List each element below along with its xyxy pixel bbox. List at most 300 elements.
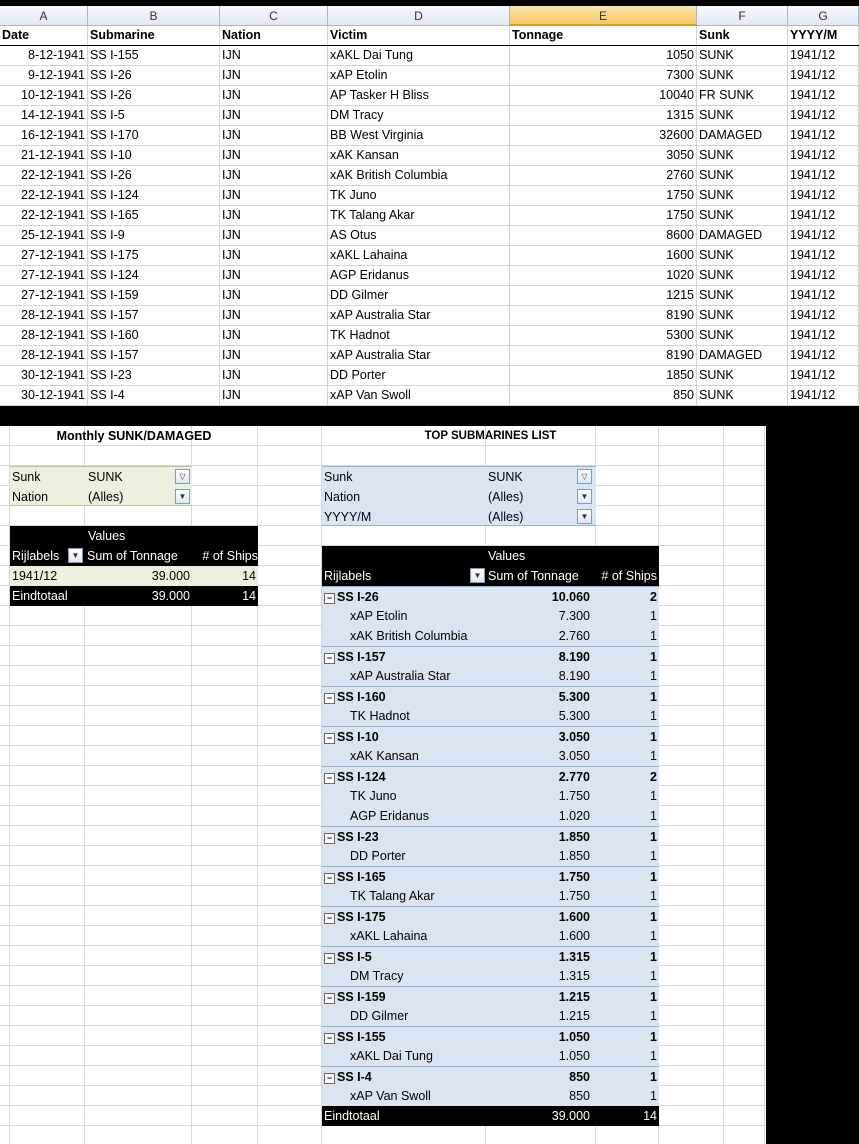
pivot2-row-sum: 5.300 [558, 690, 590, 704]
pivot2-filter-label: YYYY/M [324, 510, 372, 524]
cell-tonnage[interactable]: 1750 [510, 186, 697, 205]
cell-date[interactable]: 22-12-1941 [0, 186, 88, 205]
pivot2-total-sum: 39.000 [551, 1109, 590, 1123]
pivot1-row[interactable] [10, 566, 258, 586]
cell-sunk[interactable]: SUNK [697, 46, 788, 65]
table-row [0, 286, 859, 306]
table-row [0, 266, 859, 286]
pivot2-row-sum: 1.750 [558, 889, 590, 903]
cell-date[interactable]: 25-12-1941 [0, 226, 88, 245]
cell-nation[interactable]: IJN [220, 186, 328, 205]
pivot2-row-label [324, 867, 474, 887]
collapse-minus-icon[interactable]: − [324, 833, 335, 844]
cell-nation[interactable]: IJN [220, 266, 328, 285]
pivot2-filter-value[interactable]: SUNK [488, 470, 523, 484]
pivot2-row-text: xAP Australia Star [350, 669, 451, 683]
pivot2-item-row[interactable] [322, 1086, 659, 1106]
dropdown-arrow-icon[interactable]: ▼ [470, 568, 485, 583]
pivot2-item-row[interactable] [322, 1046, 659, 1066]
pivot1-row-labels: Rijlabels [12, 549, 60, 563]
pivot1-filter-area [10, 466, 192, 506]
cell-victim[interactable]: xAP Australia Star [328, 346, 510, 365]
cell-victim[interactable]: TK Juno [328, 186, 510, 205]
cell-nation[interactable]: IJN [220, 166, 328, 185]
cell-victim[interactable]: xAKL Dai Tung [328, 46, 510, 65]
pivot2-row-text: TK Hadnot [350, 709, 410, 723]
cell-sub[interactable]: SS I-157 [88, 346, 220, 365]
cell-sunk[interactable]: SUNK [697, 326, 788, 345]
dropdown-arrow-icon[interactable]: ▼ [68, 548, 83, 563]
cell-victim[interactable]: TK Talang Akar [328, 206, 510, 225]
cell-sunk[interactable]: SUNK [697, 186, 788, 205]
pivot2-row-labels: Rijlabels [324, 569, 372, 583]
pivot2-row-sum: 7.300 [558, 609, 590, 623]
cell-period[interactable]: 1941/12 [788, 46, 859, 65]
cell-period[interactable]: 1941/12 [788, 266, 859, 285]
pivot1-title: Monthly SUNK/DAMAGED [56, 429, 212, 443]
pivot1-filter-value[interactable]: SUNK [88, 470, 123, 484]
pivot2-item-row[interactable] [322, 626, 659, 646]
pivot2-row-label [324, 587, 474, 607]
cell-nation[interactable]: IJN [220, 326, 328, 345]
cell-sunk[interactable]: SUNK [697, 206, 788, 225]
pivot2-row-label [324, 767, 474, 787]
pivot2-row-label [350, 666, 500, 686]
cell-victim[interactable]: TK Hadnot [328, 326, 510, 345]
cell-date[interactable]: 30-12-1941 [0, 366, 88, 385]
cell-sunk[interactable]: SUNK [697, 266, 788, 285]
pivot2-row-count: 1 [650, 870, 657, 884]
cell-period[interactable]: 1941/12 [788, 226, 859, 245]
pivot2-item-row[interactable] [322, 806, 659, 826]
cell-date[interactable]: 30-12-1941 [0, 386, 88, 405]
header-victim[interactable]: Victim [328, 26, 510, 45]
pivot2-row-label [350, 786, 500, 806]
pivot2-row-sum: 3.050 [558, 749, 590, 763]
pivot1-filter-value[interactable]: (Alles) [88, 490, 124, 504]
dropdown-arrow-icon[interactable]: ▼ [577, 509, 592, 524]
collapse-minus-icon[interactable]: − [324, 993, 335, 1004]
pivot2-row-label [350, 966, 500, 986]
pivot2-header [322, 546, 659, 586]
pivot2-filter-value[interactable]: (Alles) [488, 490, 524, 504]
cell-date[interactable]: 14-12-1941 [0, 106, 88, 125]
cell-sub[interactable]: SS I-157 [88, 306, 220, 325]
pivot2-row-text: SS I-159 [337, 990, 386, 1004]
cell-date[interactable]: 27-12-1941 [0, 286, 88, 305]
cell-tonnage[interactable]: 1750 [510, 206, 697, 225]
collapse-minus-icon[interactable]: − [324, 653, 335, 664]
cell-sub[interactable]: SS I-10 [88, 146, 220, 165]
cell-victim[interactable]: AS Otus [328, 226, 510, 245]
collapse-minus-icon[interactable]: − [324, 873, 335, 884]
dropdown-arrow-icon[interactable]: ▼ [175, 489, 190, 504]
cell-victim[interactable]: xAKL Lahaina [328, 246, 510, 265]
table-row [0, 326, 859, 346]
cell-date[interactable]: 21-12-1941 [0, 146, 88, 165]
cell-period[interactable]: 1941/12 [788, 246, 859, 265]
pivot2-row-text: SS I-10 [337, 730, 379, 744]
pivot2-group-row[interactable] [322, 726, 659, 746]
cell-victim[interactable]: xAP Australia Star [328, 306, 510, 325]
pivot2-row-sum: 8.190 [558, 669, 590, 683]
pivot2-item-row[interactable] [322, 746, 659, 766]
cell-period[interactable]: 1941/12 [788, 186, 859, 205]
cell-sub[interactable]: SS I-23 [88, 366, 220, 385]
cell-victim[interactable]: xAP Etolin [328, 66, 510, 85]
cell-victim[interactable]: AP Tasker H Bliss [328, 86, 510, 105]
table-row [0, 246, 859, 266]
cell-sunk[interactable]: SUNK [697, 66, 788, 85]
cell-sunk[interactable]: DAMAGED [697, 126, 788, 145]
cell-sub[interactable]: SS I-124 [88, 186, 220, 205]
cell-victim[interactable]: xAK British Columbia [328, 166, 510, 185]
cell-period[interactable]: 1941/12 [788, 306, 859, 325]
pivot2-row-text: SS I-124 [337, 770, 386, 784]
pivot2-item-row[interactable] [322, 926, 659, 946]
pivot2-col-count: # of Ships [601, 569, 657, 583]
cell-period[interactable]: 1941/12 [788, 346, 859, 365]
header-tonnage[interactable]: Tonnage [510, 26, 697, 45]
pivot2-row-label [350, 806, 500, 826]
pivot1-total-count: 14 [242, 589, 256, 603]
pivot2-row-text: DD Porter [350, 849, 406, 863]
cell-sunk[interactable]: DAMAGED [697, 346, 788, 365]
pivot2-row-text: TK Talang Akar [350, 889, 435, 903]
cell-nation[interactable]: IJN [220, 146, 328, 165]
cell-sub[interactable]: SS I-26 [88, 86, 220, 105]
cell-date[interactable]: 10-12-1941 [0, 86, 88, 105]
header-period[interactable]: YYYY/M [788, 26, 859, 45]
pivot2-group-row[interactable] [322, 826, 659, 846]
cell-tonnage[interactable]: 5300 [510, 326, 697, 345]
pivot2-row-sum: 1.750 [558, 789, 590, 803]
collapse-minus-icon[interactable]: − [324, 953, 335, 964]
pivot2-row-count: 1 [650, 969, 657, 983]
pivot2-row-count: 1 [650, 650, 657, 664]
pivot2-group-row[interactable] [322, 686, 659, 706]
cell-sub[interactable]: SS I-165 [88, 206, 220, 225]
cell-tonnage[interactable]: 8190 [510, 346, 697, 365]
pivot2-row-sum: 1.050 [558, 1049, 590, 1063]
column-header-bar [0, 0, 859, 26]
collapse-minus-icon[interactable]: − [324, 693, 335, 704]
pivot2-row-sum: 1.850 [558, 830, 590, 844]
cell-nation[interactable]: IJN [220, 346, 328, 365]
column-header-b[interactable]: B [88, 6, 220, 26]
cell-sub[interactable]: SS I-5 [88, 106, 220, 125]
cell-nation[interactable]: IJN [220, 246, 328, 265]
cell-nation[interactable]: IJN [220, 286, 328, 305]
cell-tonnage[interactable]: 1315 [510, 106, 697, 125]
cell-date[interactable]: 22-12-1941 [0, 166, 88, 185]
pivot2-row-sum: 1.600 [558, 929, 590, 943]
pivot2-row-label [350, 606, 500, 626]
pivot2-row-label [324, 1027, 474, 1047]
cell-date[interactable]: 27-12-1941 [0, 266, 88, 285]
pivot2-item-row[interactable] [322, 706, 659, 726]
cell-nation[interactable]: IJN [220, 66, 328, 85]
cell-nation[interactable]: IJN [220, 306, 328, 325]
cell-tonnage[interactable]: 1020 [510, 266, 697, 285]
pivot2-filter-area [322, 466, 596, 526]
cell-tonnage[interactable]: 1215 [510, 286, 697, 305]
cell-sub[interactable]: SS I-170 [88, 126, 220, 145]
cell-sunk[interactable]: SUNK [697, 246, 788, 265]
cell-victim[interactable]: xAP Van Swoll [328, 386, 510, 405]
pivot2-row-text: TK Juno [350, 789, 397, 803]
cell-sub[interactable]: SS I-26 [88, 166, 220, 185]
pivot2-row-count: 1 [650, 910, 657, 924]
pivot2-row-text: xAK Kansan [350, 749, 419, 763]
cell-nation[interactable]: IJN [220, 46, 328, 65]
pivot2-row-sum: 1.215 [558, 1009, 590, 1023]
pivot2-item-row[interactable] [322, 886, 659, 906]
filter-funnel-icon[interactable]: ▽ [175, 469, 190, 484]
pivot2-row-sum: 850 [569, 1089, 590, 1103]
pivot2-group-row[interactable] [322, 766, 659, 786]
pivot2-row-text: xAKL Lahaina [350, 929, 428, 943]
pivot2-row-text: SS I-4 [337, 1070, 372, 1084]
pivot2-group-row[interactable] [322, 1026, 659, 1046]
cell-sub[interactable]: SS I-155 [88, 46, 220, 65]
pivot2-row-sum: 3.050 [558, 730, 590, 744]
cell-period[interactable]: 1941/12 [788, 206, 859, 225]
pivot2-row-label [324, 987, 474, 1007]
cell-tonnage[interactable]: 8600 [510, 226, 697, 245]
cell-sunk[interactable]: SUNK [697, 386, 788, 405]
header-date[interactable]: Date [0, 26, 88, 45]
table-row [0, 106, 859, 126]
column-header-a[interactable]: A [0, 6, 88, 26]
cell-sunk[interactable]: DAMAGED [697, 226, 788, 245]
pivot1-row-count: 14 [242, 569, 256, 583]
pivot2-row-text: SS I-165 [337, 870, 386, 884]
cell-tonnage[interactable]: 2760 [510, 166, 697, 185]
pivot2-row-sum: 1.850 [558, 849, 590, 863]
cell-period[interactable]: 1941/12 [788, 66, 859, 85]
column-header-c[interactable]: C [220, 6, 328, 26]
pivot2-row-count: 1 [650, 1009, 657, 1023]
pivot1-total-label: Eindtotaal [12, 589, 68, 603]
pivot2-row-count: 1 [650, 690, 657, 704]
cell-sub[interactable]: SS I-26 [88, 66, 220, 85]
cell-tonnage[interactable]: 8190 [510, 306, 697, 325]
cell-sunk[interactable]: FR SUNK [697, 86, 788, 105]
filter-funnel-icon[interactable]: ▽ [577, 469, 592, 484]
pivot2-row-count: 1 [650, 1049, 657, 1063]
cell-tonnage[interactable]: 3050 [510, 146, 697, 165]
cell-period[interactable]: 1941/12 [788, 86, 859, 105]
cell-nation[interactable]: IJN [220, 386, 328, 405]
pivot2-row-label [324, 687, 474, 707]
cell-nation[interactable]: IJN [220, 366, 328, 385]
pivot2-item-row[interactable] [322, 666, 659, 686]
cell-tonnage[interactable]: 1050 [510, 46, 697, 65]
cell-date[interactable]: 9-12-1941 [0, 66, 88, 85]
table-row [0, 206, 859, 226]
table-row [0, 166, 859, 186]
cell-sub[interactable]: SS I-124 [88, 266, 220, 285]
pivot2-row-sum: 1.750 [558, 870, 590, 884]
pivot2-group-row[interactable] [322, 946, 659, 966]
cell-sunk[interactable]: SUNK [697, 146, 788, 165]
column-header-e[interactable]: E [510, 6, 697, 26]
cell-tonnage[interactable]: 10040 [510, 86, 697, 105]
cell-period[interactable]: 1941/12 [788, 366, 859, 385]
cell-period[interactable]: 1941/12 [788, 166, 859, 185]
pivot1-total-sum: 39.000 [151, 589, 190, 603]
pivot2-row-count: 2 [650, 770, 657, 784]
cell-date[interactable]: 28-12-1941 [0, 346, 88, 365]
pivot2-row-sum: 2.760 [558, 629, 590, 643]
pivot2-row-label [324, 907, 474, 927]
pivot2-row-count: 1 [650, 709, 657, 723]
pivot2-row-sum: 1.315 [558, 969, 590, 983]
pivot2-row-text: SS I-23 [337, 830, 379, 844]
pivot2-row-text: SS I-175 [337, 910, 386, 924]
cell-tonnage[interactable]: 1600 [510, 246, 697, 265]
column-header-d[interactable]: D [328, 6, 510, 26]
pivot2-row-text: xAP Van Swoll [350, 1089, 431, 1103]
cell-date[interactable]: 8-12-1941 [0, 46, 88, 65]
collapse-minus-icon[interactable]: − [324, 733, 335, 744]
cell-date[interactable]: 22-12-1941 [0, 206, 88, 225]
cell-tonnage[interactable]: 32600 [510, 126, 697, 145]
pivot2-row-count: 1 [650, 1089, 657, 1103]
cell-sunk[interactable]: SUNK [697, 106, 788, 125]
cell-date[interactable]: 28-12-1941 [0, 326, 88, 345]
table-row [0, 306, 859, 326]
pivot2-row-count: 1 [650, 789, 657, 803]
cell-victim[interactable]: DD Porter [328, 366, 510, 385]
cell-sub[interactable]: SS I-160 [88, 326, 220, 345]
cell-victim[interactable]: DM Tracy [328, 106, 510, 125]
cell-date[interactable]: 28-12-1941 [0, 306, 88, 325]
pivot1-filter-label: Nation [12, 490, 49, 504]
pivot2-row-count: 1 [650, 669, 657, 683]
pivot2-item-row[interactable] [322, 1006, 659, 1026]
cell-period[interactable]: 1941/12 [788, 106, 859, 125]
pivot1-col-count: # of Ships [202, 549, 258, 563]
column-header-g[interactable]: G [788, 6, 859, 26]
cell-victim[interactable]: BB West Virginia [328, 126, 510, 145]
pivot2-row-text: SS I-155 [337, 1030, 386, 1044]
pivot2-item-row[interactable] [322, 606, 659, 626]
cell-nation[interactable]: IJN [220, 226, 328, 245]
pivot2-row-sum: 8.190 [558, 650, 590, 664]
pivot2-row-sum: 2.770 [558, 770, 590, 784]
pivot2-row-label [324, 1067, 474, 1087]
cell-sub[interactable]: SS I-4 [88, 386, 220, 405]
dropdown-arrow-icon[interactable]: ▼ [577, 489, 592, 504]
pivot2-total-row [322, 1106, 659, 1126]
cell-victim[interactable]: DD Gilmer [328, 286, 510, 305]
cell-nation[interactable]: IJN [220, 106, 328, 125]
cell-period[interactable]: 1941/12 [788, 326, 859, 345]
cell-period[interactable]: 1941/12 [788, 146, 859, 165]
table-row [0, 226, 859, 246]
pivot2-group-row[interactable] [322, 906, 659, 926]
pivot2-item-row[interactable] [322, 966, 659, 986]
cell-victim[interactable]: AGP Eridanus [328, 266, 510, 285]
collapse-minus-icon[interactable]: − [324, 593, 335, 604]
cell-sub[interactable]: SS I-159 [88, 286, 220, 305]
pivot2-row-label [324, 827, 474, 847]
cell-nation[interactable]: IJN [220, 206, 328, 225]
table-row [0, 86, 859, 106]
pivot2-row-sum: 1.600 [558, 910, 590, 924]
pivot2-group-row[interactable] [322, 586, 659, 606]
table-row [0, 386, 859, 406]
pivot2-row-count: 1 [650, 990, 657, 1004]
pivot2-group-row[interactable] [322, 986, 659, 1006]
pivot2-row-label [350, 1006, 500, 1026]
pivot2-filter-value[interactable]: (Alles) [488, 510, 524, 524]
pivot2-row-label [350, 926, 500, 946]
cell-period[interactable]: 1941/12 [788, 386, 859, 405]
pivot2-row-text: DD Gilmer [350, 1009, 409, 1023]
header-nation[interactable]: Nation [220, 26, 328, 45]
column-header-f[interactable]: F [697, 6, 788, 26]
pivot2-row-text: xAP Etolin [350, 609, 408, 623]
cell-sub[interactable]: SS I-9 [88, 226, 220, 245]
pivot2-group-row[interactable] [322, 1066, 659, 1086]
table-row [0, 366, 859, 386]
header-sunk[interactable]: Sunk [697, 26, 788, 45]
cell-tonnage[interactable]: 850 [510, 386, 697, 405]
cell-sunk[interactable]: SUNK [697, 306, 788, 325]
pivot2-row-label [350, 886, 500, 906]
pivot2-title: TOP SUBMARINES LIST [424, 430, 557, 442]
collapse-minus-icon[interactable]: − [324, 913, 335, 924]
cell-tonnage[interactable]: 7300 [510, 66, 697, 85]
cell-nation[interactable]: IJN [220, 86, 328, 105]
pivot2-group-row[interactable] [322, 646, 659, 666]
pivot1-col-sum: Sum of Tonnage [87, 549, 178, 563]
cell-nation[interactable]: IJN [220, 126, 328, 145]
collapse-minus-icon[interactable]: − [324, 1033, 335, 1044]
cell-sunk[interactable]: SUNK [697, 286, 788, 305]
pivot2-item-row[interactable] [322, 786, 659, 806]
pivot2-row-sum: 1.315 [558, 950, 590, 964]
pivot2-row-count: 1 [650, 950, 657, 964]
pivot2-row-text: DM Tracy [350, 969, 404, 983]
pivot2-row-label [324, 647, 474, 667]
collapse-minus-icon[interactable]: − [324, 1073, 335, 1084]
table-row [0, 46, 859, 66]
collapse-minus-icon[interactable]: − [324, 773, 335, 784]
pivot2-row-count: 1 [650, 609, 657, 623]
pivot2-row-sum: 1.050 [558, 1030, 590, 1044]
pivot2-total-count: 14 [643, 1109, 657, 1123]
pivot-area [0, 426, 766, 1144]
header-submarine[interactable]: Submarine [88, 26, 220, 45]
cell-period[interactable]: 1941/12 [788, 126, 859, 145]
cell-sunk[interactable]: SUNK [697, 166, 788, 185]
cell-period[interactable]: 1941/12 [788, 286, 859, 305]
cell-date[interactable]: 16-12-1941 [0, 126, 88, 145]
cell-victim[interactable]: xAK Kansan [328, 146, 510, 165]
cell-sunk[interactable]: SUNK [697, 366, 788, 385]
cell-tonnage[interactable]: 1850 [510, 366, 697, 385]
cell-sub[interactable]: SS I-175 [88, 246, 220, 265]
cell-date[interactable]: 27-12-1941 [0, 246, 88, 265]
pivot2-item-row[interactable] [322, 846, 659, 866]
table-row [0, 146, 859, 166]
pivot2-row-count: 1 [650, 929, 657, 943]
pivot2-group-row[interactable] [322, 866, 659, 886]
